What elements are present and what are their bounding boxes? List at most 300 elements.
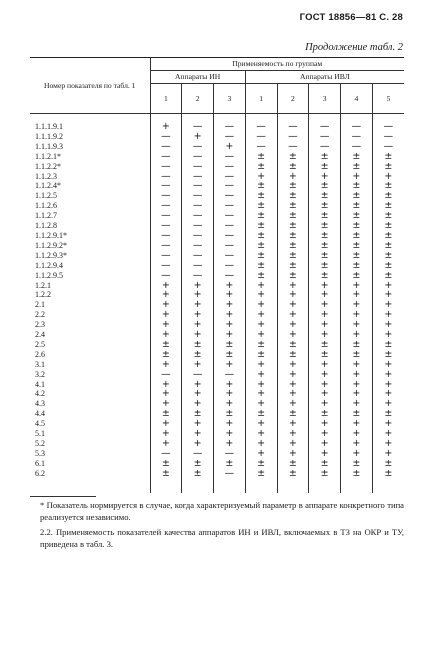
row-label: 1.1.2.9.3*: [30, 251, 150, 261]
group-header: Применяемость по группам: [150, 58, 404, 71]
table-cell: +: [309, 310, 341, 320]
table-cell: +: [150, 419, 182, 429]
table-cell: —: [214, 152, 246, 162]
table-cell: +: [182, 389, 214, 399]
table-row: [30, 261, 404, 271]
table-cell: +: [150, 330, 182, 340]
table-cell: ±: [277, 469, 309, 479]
table-cell: —: [182, 191, 214, 201]
table-cell: ±: [341, 191, 373, 201]
table-cell: ±: [309, 152, 341, 162]
table-cell: +: [309, 439, 341, 449]
table-cell: +: [309, 290, 341, 300]
table-cell: +: [277, 389, 309, 399]
table-cell: +: [245, 320, 277, 330]
row-label: 1.2.2: [30, 290, 150, 300]
table-body: [30, 114, 404, 493]
table-cell: —: [150, 142, 182, 152]
table-cell: +: [277, 330, 309, 340]
row-label: 1.1.2.4*: [30, 181, 150, 191]
table-cell: +: [150, 360, 182, 370]
table-cell: +: [150, 122, 182, 132]
table-row: [30, 469, 404, 479]
table-cell: ±: [182, 459, 214, 469]
table-cell: —: [245, 142, 277, 152]
table-cell: ±: [150, 469, 182, 479]
row-label: 4.1: [30, 380, 150, 390]
table-cell: ±: [372, 221, 404, 231]
table-cell: +: [214, 399, 246, 409]
table-cell: ±: [309, 350, 341, 360]
table-cell: +: [277, 172, 309, 182]
table-row: [30, 290, 404, 300]
table-cell: +: [341, 320, 373, 330]
table-cell: ±: [150, 459, 182, 469]
table-cell: —: [182, 122, 214, 132]
table-cell: +: [182, 300, 214, 310]
table-row: [30, 459, 404, 469]
row-label: 1.1.2.8: [30, 221, 150, 231]
table-cell: —: [182, 261, 214, 271]
table-cell: ±: [309, 201, 341, 211]
table-cell: —: [214, 271, 246, 281]
table-cell: ±: [182, 409, 214, 419]
table-cell: ±: [245, 409, 277, 419]
table-cell: ±: [277, 231, 309, 241]
table-cell: +: [150, 380, 182, 390]
row-label: 4.2: [30, 389, 150, 399]
table-cell: +: [277, 281, 309, 291]
table-cell: ±: [341, 469, 373, 479]
table-cell: —: [277, 132, 309, 142]
table-cell: +: [245, 172, 277, 182]
table-row: [30, 380, 404, 390]
table-cell: ±: [245, 211, 277, 221]
table-cell: ±: [341, 162, 373, 172]
table-cell: ±: [309, 251, 341, 261]
table-cell: —: [150, 221, 182, 231]
table-cell: +: [150, 310, 182, 320]
table-row: [30, 320, 404, 330]
table-cell: —: [150, 181, 182, 191]
table-cell: ±: [309, 221, 341, 231]
table-cell: ±: [277, 162, 309, 172]
table-row: [30, 181, 404, 191]
table-row: [30, 409, 404, 419]
table-cell: ±: [341, 201, 373, 211]
table-row: [30, 389, 404, 399]
table-cell: +: [277, 320, 309, 330]
row-header: Номер показателя по табл. 1: [30, 58, 150, 114]
table-row: [30, 350, 404, 360]
table-cell: +: [372, 290, 404, 300]
row-label: 1.1.2.1*: [30, 152, 150, 162]
row-label: 5.3: [30, 449, 150, 459]
table-cell: ±: [341, 211, 373, 221]
table-cell: +: [341, 330, 373, 340]
column-number: 1: [150, 84, 182, 114]
table-cell: ±: [245, 261, 277, 271]
table-cell: +: [277, 439, 309, 449]
table-row: [30, 172, 404, 182]
table-cell: —: [214, 449, 246, 459]
table-row: [30, 370, 404, 380]
row-label: 1.1.1.9.3: [30, 142, 150, 152]
table-cell: +: [245, 310, 277, 320]
table-cell: —: [182, 251, 214, 261]
table-row: [30, 142, 404, 152]
table-cell: +: [214, 360, 246, 370]
table-cell: ±: [341, 231, 373, 241]
table-cell: +: [309, 419, 341, 429]
table-cell: +: [309, 370, 341, 380]
table-cell: —: [182, 201, 214, 211]
table-cell: +: [245, 300, 277, 310]
table-cell: —: [245, 122, 277, 132]
table-cell: ±: [245, 251, 277, 261]
table-row: [30, 419, 404, 429]
footnote-rule: [30, 496, 96, 497]
table-cell: +: [309, 281, 341, 291]
table-cell: —: [372, 122, 404, 132]
table-cell: +: [245, 419, 277, 429]
table-cell: —: [277, 142, 309, 152]
table-cell: —: [182, 271, 214, 281]
table-cell: +: [372, 380, 404, 390]
table-cell: +: [277, 290, 309, 300]
table-row: [30, 399, 404, 409]
row-label: 1.2.1: [30, 281, 150, 291]
table-cell: ±: [372, 191, 404, 201]
table-cell: +: [245, 281, 277, 291]
table-cell: +: [214, 429, 246, 439]
table-cell: +: [214, 330, 246, 340]
row-label: 1.1.2.9.5: [30, 271, 150, 281]
table-cell: ±: [277, 211, 309, 221]
table-cell: —: [372, 142, 404, 152]
table-cell: —: [182, 241, 214, 251]
table-cell: +: [182, 429, 214, 439]
table-cell: ±: [341, 241, 373, 251]
row-label: 5.2: [30, 439, 150, 449]
table-cell: —: [214, 191, 246, 201]
table-cell: +: [372, 172, 404, 182]
row-label: 1.1.2.9.1*: [30, 231, 150, 241]
table-cell: +: [309, 300, 341, 310]
table-cell: ±: [277, 350, 309, 360]
table-row: [30, 439, 404, 449]
table-row: [30, 231, 404, 241]
table-cell: ±: [214, 459, 246, 469]
table-cell: +: [214, 320, 246, 330]
table-row: [30, 340, 404, 350]
row-label: 6.1: [30, 459, 150, 469]
table-cell: ±: [245, 191, 277, 201]
table-cell: +: [372, 389, 404, 399]
table-cell: ±: [372, 340, 404, 350]
table-cell: —: [309, 132, 341, 142]
table-cell: +: [277, 429, 309, 439]
table-row: [30, 271, 404, 281]
table-cell: +: [150, 300, 182, 310]
subgroup-header-in: Аппараты ИН: [150, 71, 245, 84]
table-cell: —: [214, 201, 246, 211]
table-cell: —: [150, 211, 182, 221]
table-cell: +: [182, 399, 214, 409]
table-cell: —: [150, 132, 182, 142]
table-cell: —: [150, 241, 182, 251]
table-row: [30, 221, 404, 231]
table-cell: ±: [309, 181, 341, 191]
column-number: 1: [245, 84, 277, 114]
table-cell: +: [309, 320, 341, 330]
table-cell: +: [341, 370, 373, 380]
table-cell: ±: [277, 340, 309, 350]
table-cell: +: [245, 399, 277, 409]
table-cell: +: [341, 419, 373, 429]
table-cell: +: [150, 429, 182, 439]
table-row: [30, 201, 404, 211]
table-cell: —: [150, 449, 182, 459]
table-cell: —: [150, 191, 182, 201]
table-cell: ±: [245, 152, 277, 162]
table-cell: ±: [277, 241, 309, 251]
table-cell: ±: [309, 271, 341, 281]
table-cell: +: [277, 370, 309, 380]
table-cell: —: [150, 162, 182, 172]
table-cell: +: [277, 300, 309, 310]
table-cell: +: [150, 281, 182, 291]
column-number: 2: [277, 84, 309, 114]
row-label: 2.4: [30, 330, 150, 340]
table-cell: —: [214, 132, 246, 142]
table-cell: ±: [277, 181, 309, 191]
table-cell: +: [341, 380, 373, 390]
table-cell: +: [372, 330, 404, 340]
table-cell: —: [214, 162, 246, 172]
table-cell: +: [309, 360, 341, 370]
table-cell: ±: [309, 211, 341, 221]
table-cell: +: [309, 449, 341, 459]
table-row: [30, 330, 404, 340]
table-cell: ±: [277, 459, 309, 469]
column-number: 4: [341, 84, 373, 114]
table-cell: ±: [372, 261, 404, 271]
table-cell: —: [214, 122, 246, 132]
table-cell: ±: [372, 231, 404, 241]
table-cell: ±: [341, 340, 373, 350]
table-cell: ±: [277, 191, 309, 201]
table-cell: —: [341, 132, 373, 142]
table-cell: —: [182, 449, 214, 459]
table-cell: ±: [309, 459, 341, 469]
table-cell: —: [214, 241, 246, 251]
table-cell: +: [245, 290, 277, 300]
table-cell: +: [309, 429, 341, 439]
table-cell: ±: [372, 271, 404, 281]
table-cell: +: [309, 380, 341, 390]
table-cell: +: [341, 429, 373, 439]
table-cell: ±: [309, 162, 341, 172]
table-cell: +: [309, 172, 341, 182]
table-cell: +: [341, 449, 373, 459]
table-cell: ±: [372, 211, 404, 221]
table-cell: —: [182, 181, 214, 191]
table-cell: ±: [277, 271, 309, 281]
table-cell: —: [150, 201, 182, 211]
table-cell: +: [277, 449, 309, 459]
footnote: * Показатель нормируется в случае, когда характеризуемый параметр в аппарате конкретного типа реализуется независимо.: [40, 500, 404, 522]
table-cell: ±: [245, 241, 277, 251]
table-cell: ±: [277, 409, 309, 419]
table-continuation-caption: Продолжение табл. 2: [305, 42, 403, 53]
row-label: 1.1.1.9.2: [30, 132, 150, 142]
table-cell: —: [309, 122, 341, 132]
subgroup-header-ivl: Аппараты ИВЛ: [245, 71, 404, 84]
table-cell: ±: [372, 152, 404, 162]
table-cell: +: [372, 300, 404, 310]
table-row: [30, 310, 404, 320]
table-row: [30, 152, 404, 162]
table-cell: +: [150, 439, 182, 449]
table-cell: ±: [245, 221, 277, 231]
table-cell: —: [150, 271, 182, 281]
table-cell: —: [372, 132, 404, 142]
table-row: [30, 211, 404, 221]
table-cell: ±: [372, 459, 404, 469]
row-label: 1.1.2.9.2*: [30, 241, 150, 251]
table-row: [30, 132, 404, 142]
table-cell: +: [277, 360, 309, 370]
table-cell: +: [372, 310, 404, 320]
table-row: [30, 300, 404, 310]
table-cell: +: [341, 439, 373, 449]
table-cell: ±: [245, 340, 277, 350]
table-cell: —: [214, 469, 246, 479]
table-cell: ±: [309, 241, 341, 251]
table-cell: —: [341, 122, 373, 132]
table-cell: ±: [341, 181, 373, 191]
table-cell: +: [182, 310, 214, 320]
table-cell: +: [245, 380, 277, 390]
table-cell: +: [214, 300, 246, 310]
table-cell: +: [245, 449, 277, 459]
table-cell: +: [182, 320, 214, 330]
table-cell: ±: [182, 340, 214, 350]
table-cell: +: [372, 439, 404, 449]
table-cell: +: [182, 132, 214, 142]
table-cell: +: [341, 281, 373, 291]
table-cell: —: [182, 211, 214, 221]
table-cell: —: [150, 231, 182, 241]
row-label: 3.2: [30, 370, 150, 380]
row-label: 4.3: [30, 399, 150, 409]
table-cell: ±: [372, 350, 404, 360]
table-cell: +: [309, 389, 341, 399]
table-cell: +: [150, 290, 182, 300]
table-cell: +: [372, 429, 404, 439]
table-cell: ±: [372, 469, 404, 479]
table-cell: ±: [245, 201, 277, 211]
row-label: 2.6: [30, 350, 150, 360]
table-cell: ±: [341, 271, 373, 281]
table-row: [30, 191, 404, 201]
table-cell: —: [214, 231, 246, 241]
table-cell: —: [277, 122, 309, 132]
table-cell: +: [214, 281, 246, 291]
table-row: [30, 449, 404, 459]
table-cell: ±: [341, 152, 373, 162]
table-cell: —: [150, 261, 182, 271]
table-cell: ±: [309, 191, 341, 201]
table-cell: —: [182, 370, 214, 380]
table-cell: +: [245, 439, 277, 449]
table-cell: ±: [214, 409, 246, 419]
column-number: 3: [309, 84, 341, 114]
table-cell: +: [214, 142, 246, 152]
table-cell: +: [372, 320, 404, 330]
column-number: 3: [214, 84, 246, 114]
table-cell: +: [341, 389, 373, 399]
table-row: [30, 360, 404, 370]
table-cell: +: [309, 399, 341, 409]
table-cell: +: [150, 389, 182, 399]
table-cell: ±: [245, 459, 277, 469]
table-cell: +: [214, 389, 246, 399]
table-row: [30, 251, 404, 261]
table-cell: ±: [277, 221, 309, 231]
row-label: 1.1.2.2*: [30, 162, 150, 172]
table-cell: +: [182, 380, 214, 390]
row-label: 3.1: [30, 360, 150, 370]
row-label: 4.4: [30, 409, 150, 419]
table-cell: —: [182, 172, 214, 182]
table-cell: +: [182, 330, 214, 340]
table-cell: —: [341, 142, 373, 152]
table-row: [30, 429, 404, 439]
row-label: 1.1.2.5: [30, 191, 150, 201]
row-label: 2.2: [30, 310, 150, 320]
column-number: 5: [372, 84, 404, 114]
table-cell: ±: [341, 221, 373, 231]
table-cell: —: [182, 152, 214, 162]
applicability-table: [30, 57, 404, 493]
table-cell: +: [150, 399, 182, 409]
table-cell: —: [214, 181, 246, 191]
table-row: [30, 241, 404, 251]
table-cell: ±: [372, 241, 404, 251]
table-cell: +: [372, 370, 404, 380]
table-cell: ±: [372, 162, 404, 172]
table-cell: ±: [372, 251, 404, 261]
table-cell: ±: [309, 469, 341, 479]
table-cell: +: [277, 380, 309, 390]
table-cell: +: [214, 419, 246, 429]
column-number: 2: [182, 84, 214, 114]
row-label: 1.1.2.3: [30, 172, 150, 182]
row-label: 2.1: [30, 300, 150, 310]
table-cell: —: [150, 251, 182, 261]
row-label: 1.1.2.7: [30, 211, 150, 221]
table-cell: ±: [372, 201, 404, 211]
row-label: 4.5: [30, 419, 150, 429]
table-cell: +: [372, 281, 404, 291]
table-cell: +: [309, 330, 341, 340]
table-cell: —: [150, 172, 182, 182]
table-cell: +: [372, 399, 404, 409]
table-row: [30, 162, 404, 172]
table-cell: +: [214, 380, 246, 390]
